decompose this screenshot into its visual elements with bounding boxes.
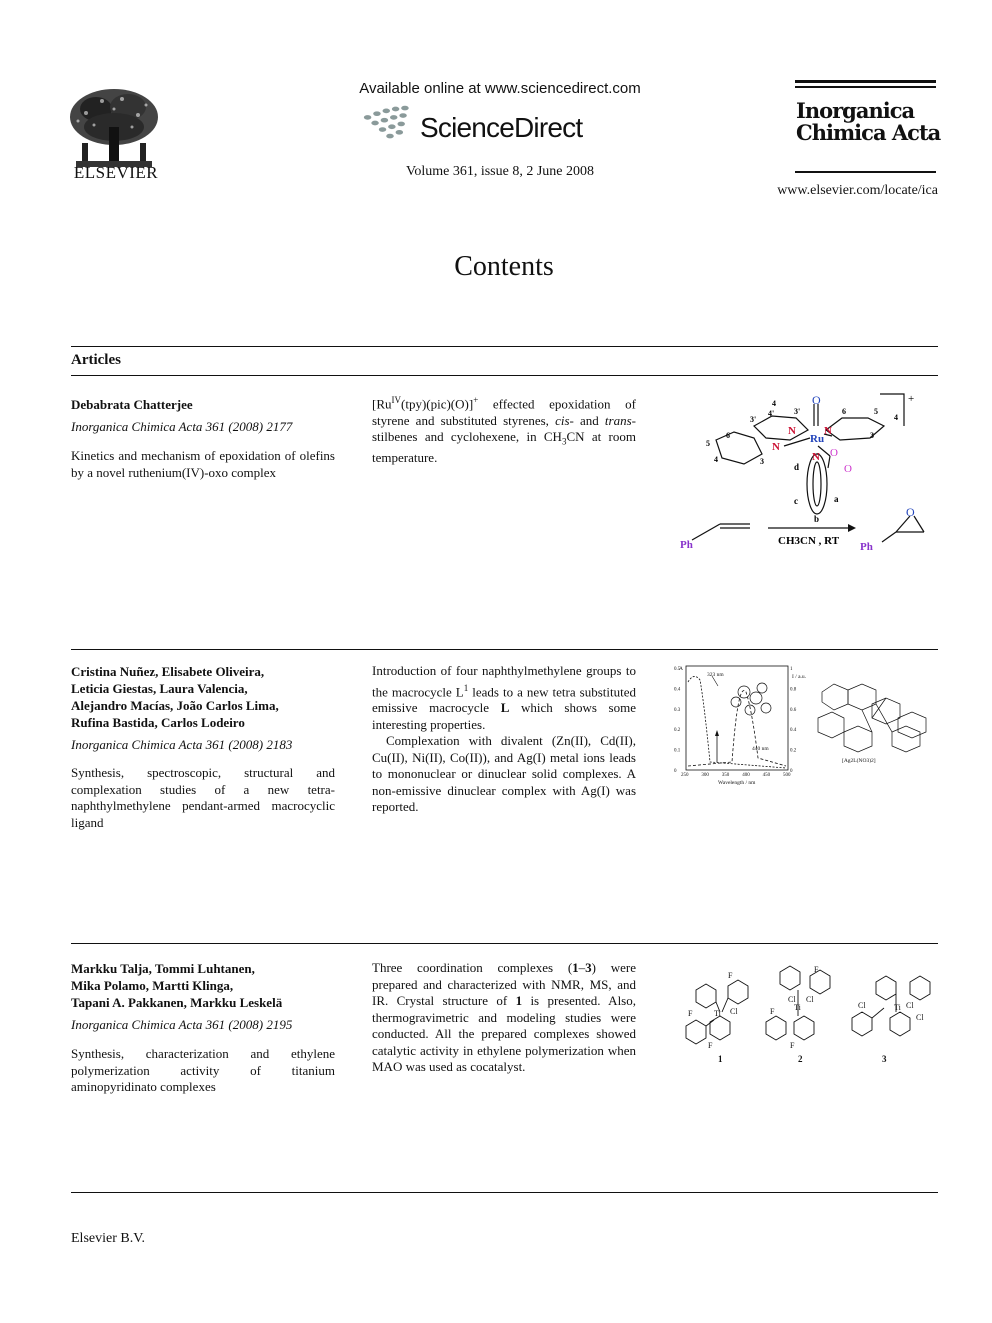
atom-label: Cl — [916, 1013, 924, 1022]
article-2-title[interactable]: Synthesis, spectroscopic, structural and complexation studies of a new tetra-naphthylmethylene pendant-armed macrocyclic ligand — [71, 765, 335, 830]
pic-label: d — [794, 462, 800, 472]
article-3-abstract — [372, 960, 636, 1076]
page-title: Contents — [454, 251, 554, 282]
complex-label: [Ag2L(NO3)2] — [842, 758, 876, 764]
atom-label: Ti — [794, 1003, 801, 1012]
abstract-sup: 1 — [463, 682, 469, 693]
abstract-text: [Ru — [372, 396, 392, 412]
n-label: N — [824, 425, 832, 437]
abstract-text: which shows some interesting properties. — [372, 700, 636, 732]
author-line: Markku Talja, Tommi Luhtanen, — [71, 961, 255, 976]
atom-label: Cl — [906, 1001, 914, 1010]
journal-name-line2: Chimica Acta — [796, 120, 941, 145]
epoxide-o-label: O — [906, 505, 915, 519]
article-1-graphical-abstract — [672, 390, 942, 560]
ring-number: 5 — [874, 407, 878, 416]
abstract-text: leads to a new tetra substituted emissive macrocycle — [372, 683, 636, 716]
article-3-authors[interactable] — [71, 960, 341, 1011]
article-3-citation[interactable]: Inorganica Chimica Acta 361 (2008) 2195 — [71, 1017, 293, 1032]
abstract-italic: cis- — [555, 412, 574, 428]
compound-number: 1 — [515, 993, 523, 1008]
sciencedirect-wordmark: ScienceDirect — [420, 112, 583, 143]
ring-number: 3' — [794, 407, 801, 416]
author-line: Leticia Giestas, Laura Valencia, — [71, 681, 248, 696]
article-2-graphical-abstract — [672, 662, 940, 786]
y-left-tick-label: 0.1 — [674, 748, 681, 754]
footer-rule — [71, 1192, 938, 1193]
article-1-title[interactable]: Kinetics and mechanism of epoxidation of olefins by a novel ruthenium(IV)-oxo complex — [71, 448, 335, 480]
y-left-tick-label: 0.3 — [674, 707, 681, 713]
ring-number: 3' — [750, 415, 757, 424]
journal-rule-bottom — [795, 171, 936, 173]
footer-publisher: Elsevier B.V. — [71, 1231, 146, 1246]
atom-label: F — [708, 1041, 713, 1050]
abstract-text: is presented. Also, thermogravimetric and modeling studies were conducted. All the prepared complexes showed catalytic activity in ethylene polymerization when MAO was used as cocatalyst. — [372, 993, 636, 1074]
article-divider — [71, 649, 938, 650]
ring-number: 3 — [760, 457, 764, 466]
journal-rule-top — [795, 80, 936, 83]
pic-label: c — [794, 496, 798, 506]
abstract-paragraph: Complexation with divalent (Zn(II), Cd(II), Cu(II), Ni(II), Co(II)), and Ag(I) metal ions leads to mononuclear or dinuclear solid complexes. A non-emissive dinuclear complex with Ag(I) was reported. — [372, 733, 636, 815]
oxo-label: O — [812, 393, 821, 407]
compound-label: 1 — [718, 1054, 723, 1064]
o-label: O — [844, 463, 852, 475]
abstract-sub: 3 — [561, 436, 567, 447]
author-line: Mika Polamo, Martti Klinga, — [71, 978, 234, 993]
ring-number: 4 — [772, 399, 776, 408]
abstract-text: Three coordination complexes ( — [372, 960, 573, 975]
ring-number: 5 — [706, 439, 710, 448]
ring-number: 6 — [842, 407, 846, 416]
y-right-tick-label: 0 — [790, 769, 793, 774]
article-2-authors[interactable] — [71, 663, 341, 731]
abstract-text: ) were prepared and characterized with NMR, MS, and IR. Crystal structure of — [372, 960, 637, 1008]
y-right-tick-label: 0.8 — [790, 687, 797, 693]
journal-name-line1: Inorganica — [796, 98, 915, 123]
x-tick-label: 350 — [721, 773, 730, 778]
author-line: Debabrata Chatterjee — [71, 397, 193, 412]
abstract-text: Introduction of four naphthylmethylene groups to the macrocycle L — [372, 663, 636, 699]
publisher-name: ELSEVIER — [73, 163, 159, 182]
y-right-tick-label: 0.6 — [790, 707, 797, 713]
section-rule-bottom — [71, 375, 938, 376]
atom-label: F — [814, 965, 819, 974]
y-right-tick-label: 0.2 — [790, 748, 797, 754]
article-3-graphical-abstract — [680, 962, 940, 1066]
atom-label: Cl — [788, 995, 796, 1004]
abstract-text: and — [573, 412, 605, 428]
y-right-label: I / a.u. — [792, 674, 807, 680]
atom-label: F — [688, 1009, 693, 1018]
abstract-sup: + — [473, 395, 479, 405]
author-line: Tapani A. Pakkanen, Markku Leskelä — [71, 995, 283, 1010]
y-left-label: A — [679, 666, 683, 672]
x-tick-label: 500 — [783, 773, 791, 778]
pic-label: b — [814, 514, 820, 524]
section-rule-top — [71, 346, 938, 347]
abstract-italic: trans- — [604, 412, 636, 428]
x-tick-label: 250 — [681, 773, 689, 778]
compound-label: 2 — [798, 1054, 803, 1064]
article-divider — [71, 943, 938, 944]
charge-sign: + — [908, 393, 915, 405]
metal-label: Ru — [810, 433, 825, 445]
atom-label: F — [728, 971, 733, 980]
ring-number: 4 — [894, 413, 898, 422]
abstract-text: (tpy)(pic)(O)] — [401, 396, 474, 412]
section-heading: Articles — [71, 352, 121, 368]
x-tick-label: 300 — [701, 773, 709, 778]
y-left-tick-label: 0.4 — [674, 687, 681, 693]
conditions-label: CH3CN , RT — [778, 535, 840, 547]
article-1-citation[interactable]: Inorganica Chimica Acta 361 (2008) 2177 — [71, 419, 293, 434]
y-left-tick-label: 0 — [674, 769, 677, 774]
pic-label: a — [834, 494, 839, 504]
abstract-text: stilbenes and cyclohexene, in CH — [372, 429, 562, 445]
abstract-text: CN at room temperature. — [372, 429, 636, 466]
abstract-sup: IV — [391, 395, 401, 405]
ring-number: 4 — [714, 455, 718, 464]
annotation-abs: 323 nm — [707, 672, 724, 678]
journal-url[interactable]: www.elsevier.com/locate/ica — [777, 183, 938, 198]
x-axis-label: Wavelength / nm — [718, 780, 756, 786]
compound-number: 1 — [572, 960, 579, 975]
compound-label: 3 — [882, 1054, 887, 1064]
atom-label: Cl — [730, 1007, 738, 1016]
article-2-citation[interactable]: Inorganica Chimica Acta 361 (2008) 2183 — [71, 737, 293, 752]
article-3-title[interactable]: Synthesis, characterization and ethylene polymerization activity of titanium aminopyridinato complexes — [71, 1046, 335, 1094]
atom-label: F — [770, 1007, 775, 1016]
product-label: Ph — [860, 541, 873, 553]
atom-label: Cl — [806, 995, 814, 1004]
x-tick-label: 400 — [742, 773, 750, 778]
author-line: Rufina Bastida, Carlos Lodeiro — [71, 715, 245, 730]
y-left-tick-label: 0.2 — [674, 728, 681, 734]
o-label: O — [830, 447, 838, 459]
n-label: N — [812, 451, 820, 463]
available-online-text[interactable]: Available online at www.sciencedirect.com — [359, 80, 641, 97]
n-label: N — [772, 441, 780, 453]
n-label: N — [788, 425, 796, 437]
abstract-text: – — [578, 960, 586, 975]
author-line: Alejandro Macías, João Carlos Lima, — [71, 698, 279, 713]
article-1-authors[interactable] — [71, 396, 341, 413]
reactant-label: Ph — [680, 539, 693, 551]
y-left-tick-label: 0.5 — [674, 667, 681, 672]
atom-label: F — [790, 1041, 795, 1050]
author-line: Cristina Nuñez, Elisabete Oliveira, — [71, 664, 265, 679]
journal-rule-top-2 — [795, 86, 936, 88]
journal-name — [796, 100, 941, 144]
atom-label: Ti — [714, 1009, 721, 1018]
atom-label: Cl — [858, 1001, 866, 1010]
x-tick-label: 450 — [762, 773, 771, 778]
atom-label: Ti — [894, 1003, 901, 1012]
article-1-abstract — [372, 392, 636, 467]
y-right-tick-label: 1 — [790, 667, 793, 672]
abstract-bold: L — [500, 700, 510, 716]
annotation-em: 440 nm — [752, 746, 769, 752]
sciencedirect-dots-icon — [362, 103, 418, 143]
compound-number: 3 — [585, 960, 592, 975]
ring-number: 3 — [870, 431, 874, 440]
y-right-tick-label: 0.4 — [790, 728, 797, 734]
volume-info: Volume 361, issue 8, 2 June 2008 — [406, 164, 594, 179]
article-2-abstract — [372, 663, 636, 816]
abstract-text: effected epoxidation of styrene and substituted styrenes, — [372, 396, 636, 428]
ring-number: 4' — [768, 409, 775, 418]
ring-number: 6 — [726, 431, 730, 440]
